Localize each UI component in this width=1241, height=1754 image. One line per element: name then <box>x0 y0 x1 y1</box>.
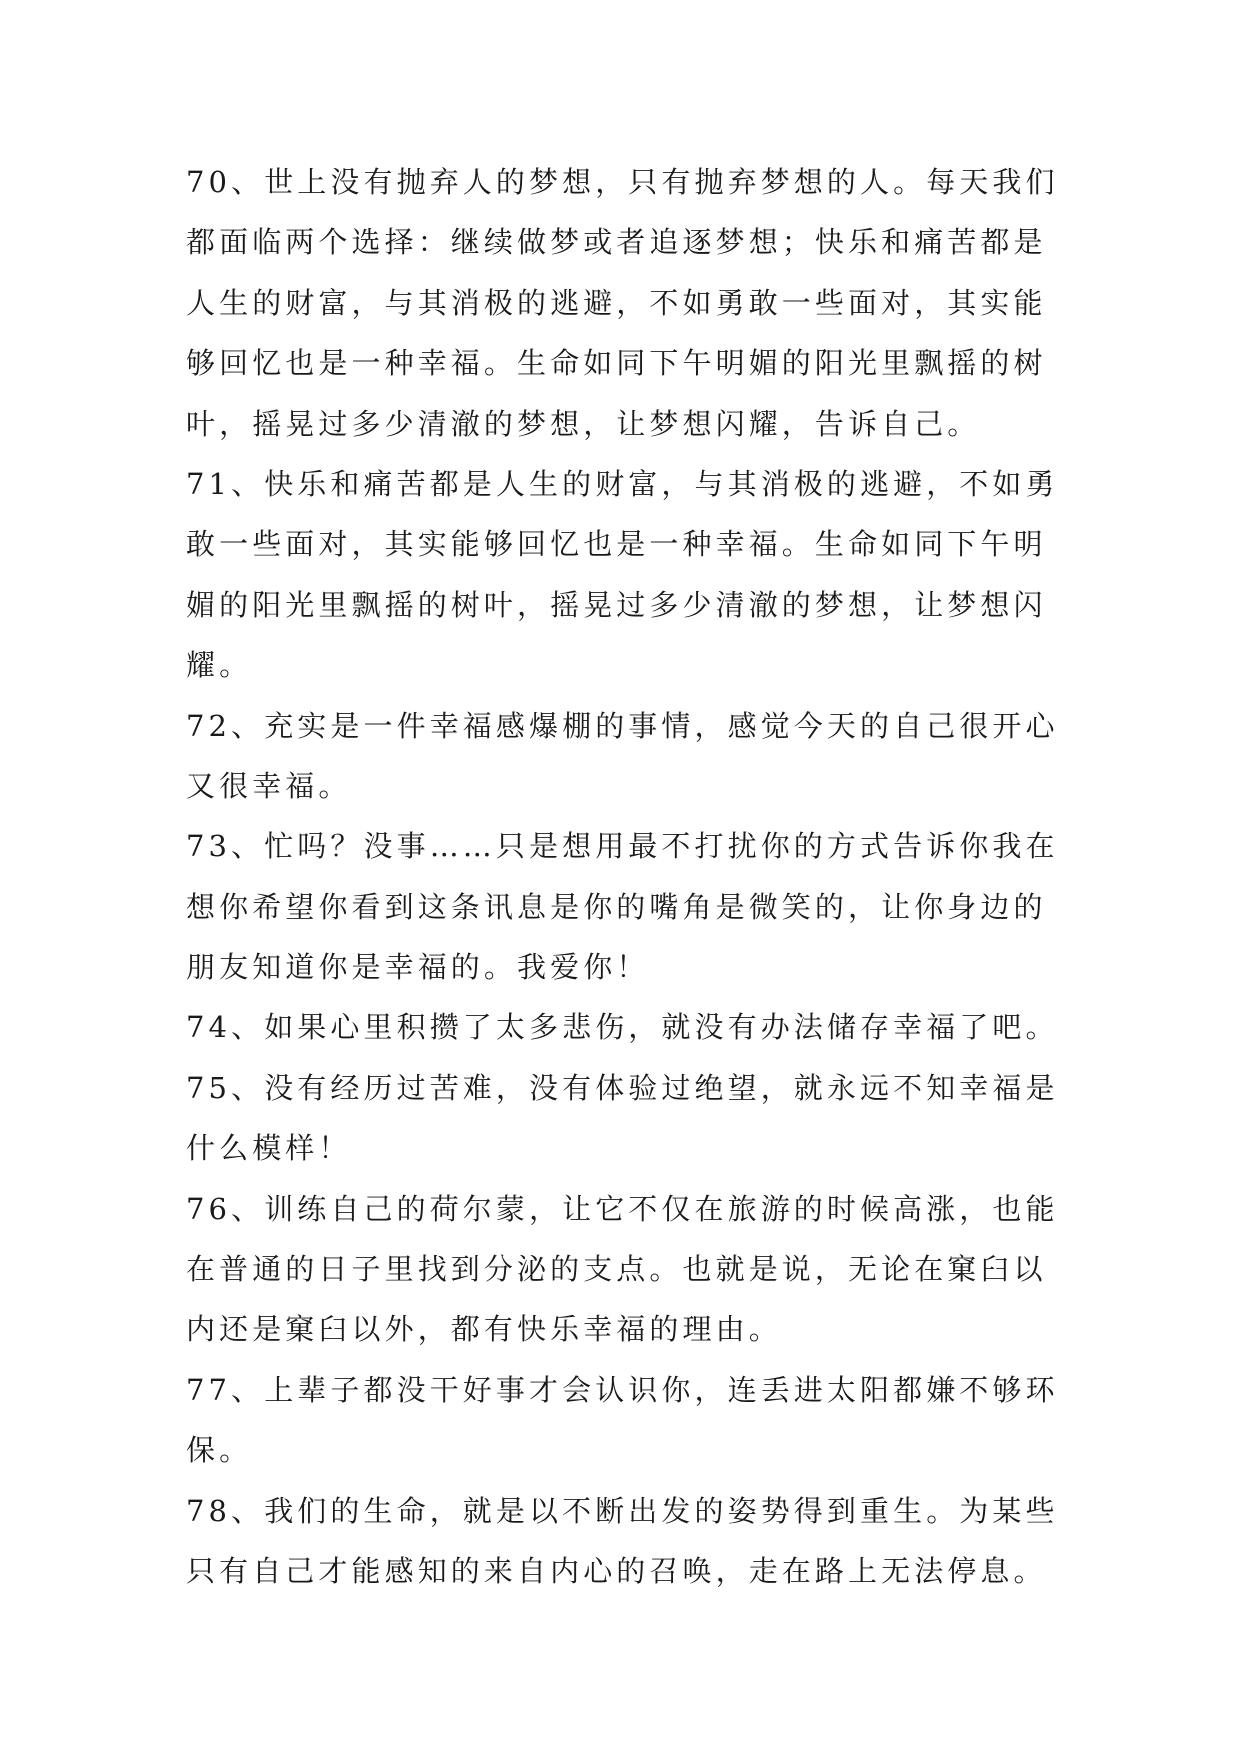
text-line: 够回忆也是一种幸福。生命如同下午明媚的阳光里飘摇的树 <box>186 346 1047 381</box>
text-line: 想你希望你看到这条讯息是你的嘴角是微笑的，让你身边的 <box>186 889 1047 924</box>
text-line: 77、上辈子都没干好事才会认识你，连丢进太阳都嫌不够环 <box>186 1372 1059 1407</box>
text-line: 70、世上没有抛弃人的梦想，只有抛弃梦想的人。每天我们 <box>186 165 1059 199</box>
text-line: 媚的阳光里飘摇的树叶，摇晃过多少清澈的梦想，让梦想闪 <box>186 587 1047 622</box>
text-line: 73、忙吗？没事……只是想用最不打扰你的方式告诉你我在 <box>186 829 1059 864</box>
text-line: 敢一些面对，其实能够回忆也是一种幸福。生命如同下午明 <box>186 527 1047 562</box>
text-line: 76、训练自己的荷尔蒙，让它不仅在旅游的时候高涨，也能 <box>186 1191 1059 1226</box>
text-line: 什么模样！ <box>186 1131 352 1166</box>
text-line: 又很幸福。 <box>186 768 352 803</box>
text-line: 75、没有经历过苦难，没有体验过绝望，就永远不知幸福是 <box>186 1070 1059 1105</box>
text-line: 只有自己才能感知的来自内心的召唤，走在路上无法停息。 <box>186 1553 1047 1588</box>
text-line: 在普通的日子里找到分泌的支点。也就是说，无论在窠臼以 <box>186 1252 1047 1287</box>
document-body <box>186 152 1062 1601</box>
text-line: 叶，摇晃过多少清澈的梦想，让梦想闪耀，告诉自己。 <box>186 406 981 441</box>
text-line: 朋友知道你是幸福的。我爱你！ <box>186 950 650 985</box>
text-line: 内还是窠臼以外，都有快乐幸福的理由。 <box>186 1312 782 1347</box>
text-line: 71、快乐和痛苦都是人生的财富，与其消极的逃避，不如勇 <box>186 466 1059 501</box>
text-line: 都面临两个选择：继续做梦或者追逐梦想；快乐和痛苦都是 <box>186 225 1047 260</box>
text-line: 耀。 <box>186 648 253 683</box>
text-line: 72、充实是一件幸福感爆棚的事情，感觉今天的自己很开心 <box>186 708 1059 743</box>
text-line: 人生的财富，与其消极的逃避，不如勇敢一些面对，其实能 <box>186 285 1047 320</box>
text-line: 78、我们的生命，就是以不断出发的姿势得到重生。为某些 <box>186 1493 1059 1528</box>
text-line: 74、如果心里积攒了太多悲伤，就没有办法储存幸福了吧。 <box>186 1010 1059 1045</box>
text-line: 保。 <box>186 1433 253 1468</box>
